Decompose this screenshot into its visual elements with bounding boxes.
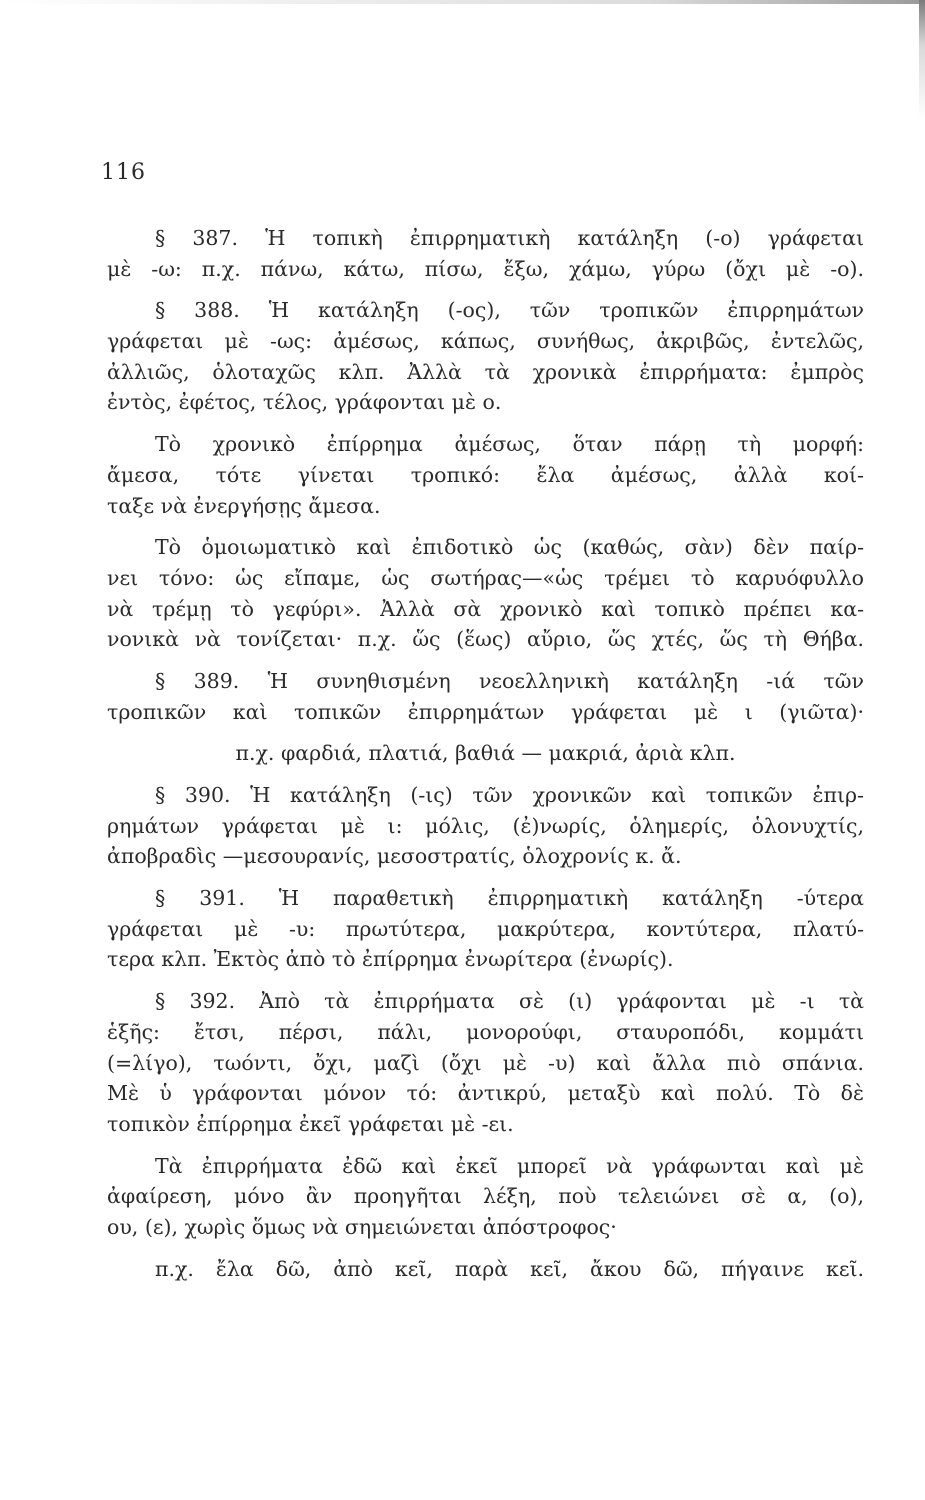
page-top-edge — [0, 0, 925, 4]
paragraph-os-line-1: Τὸ ὁμοιωματικὸ καὶ ἐπιδοτικὸ ὡς (καθώς, σὰν) δὲν παίρ- — [155, 535, 864, 560]
paragraph-388-line-3: ἀλλιῶς, ὁλοταχῶς κλπ. Ἀλλὰ τὰ χρονικὰ ἐπιρρήματα: ἐμπρὸς — [107, 359, 864, 384]
page-number: 116 — [101, 160, 146, 185]
paragraph-392-line-1: § 392. Ἀπὸ τὰ ἐπιρρήματα σὲ (ι) γράφονται μὲ -ι τὰ — [155, 989, 864, 1014]
paragraph-amesos-line-3: ταξε νὰ ἐνεργήσῃς ἄμεσα. — [107, 493, 381, 518]
paragraph-os-line-3: νὰ τρέμῃ τὸ γεφύρι». Ἀλλὰ σὰ χρονικὸ καὶ τοπικὸ πρέπει κα- — [107, 596, 864, 621]
paragraph-392-line-3: (=λίγο), τωόντι, ὄχι, μαζὶ (ὄχι μὲ -υ) καὶ ἄλλα πιὸ σπάνια. — [107, 1050, 864, 1075]
paragraph-388-line-2: γράφεται μὲ -ως: ἀμέσως, κάπως, συνήθως, ἀκριβῶς, ἐντελῶς, — [107, 329, 864, 354]
paragraph-388-line-4: ἐντὸς, ἐφέτος, τέλος, γράφονται μὲ ο. — [107, 390, 502, 415]
paragraph-edo-ekei-line-3: ου, (ε), χωρὶς ὅμως νὰ σημειώνεται ἀπόστροφος· — [107, 1214, 617, 1239]
paragraph-388-line-1: § 388. Ἡ κατάληξη (-ος), τῶν τροπικῶν ἐπιρρημάτων — [155, 298, 864, 323]
paragraph-392-line-5: τοπικὸν ἐπίρρημα ἐκεῖ γράφεται μὲ -ει. — [107, 1111, 514, 1136]
paragraph-391-line-3: τερα κλπ. Ἐκτὸς ἀπὸ τὸ ἐπίρρημα ἐνωρίτερα (ἐνωρίς). — [107, 947, 674, 972]
paragraph-389-example: π.χ. φαρδιά, πλατιά, βαθιά — μακριά, ἀριὰ κλπ. — [235, 741, 736, 766]
paragraph-390-line-2: ρημάτων γράφεται μὲ ι: μόλις, (ἐ)νωρίς, ὁλημερίς, ὁλονυχτίς, — [107, 813, 864, 838]
paragraph-389-line-1: § 389. Ἡ συνηθισμένη νεοελληνικὴ κατάληξη -ιά τῶν — [155, 668, 864, 693]
paragraph-edo-ekei-line-2: ἀφαίρεση, μόνο ἂν προηγῆται λέξη, ποὺ τελειώνει σὲ α, (ο), — [107, 1184, 864, 1209]
paragraph-389-line-2: τροπικῶν καὶ τοπικῶν ἐπιρρημάτων γράφεται μὲ ι (γιῶτα)· — [107, 699, 864, 724]
paragraph-392-line-4: Μὲ ὑ γράφονται μόνον τό: ἀντικρύ, μεταξὺ καὶ πολύ. Τὸ δὲ — [107, 1081, 864, 1106]
paragraph-390-line-1: § 390. Ἡ κατάληξη (-ις) τῶν χρονικῶν καὶ τοπικῶν ἐπιρ- — [155, 783, 864, 807]
page-side-edge — [919, 0, 925, 1500]
paragraph-387-line-1: § 387. Ἡ τοπικὴ ἐπιρρηματικὴ κατάληξη (-ο) γράφεται — [155, 226, 864, 250]
paragraph-387-line-2: μὲ -ω: π.χ. πάνω, κάτω, πίσω, ἔξω, χάμω, γύρω (ὄχι μὲ -ο). — [107, 256, 864, 281]
paragraph-391-line-2: γράφεται μὲ -υ: πρωτύτερα, μακρύτερα, κοντύτερα, πλατύ- — [107, 916, 864, 941]
paragraph-amesos-line-2: ἄμεσα, τότε γίνεται τροπικό: ἔλα ἀμέσως, ἀλλὰ κοί- — [107, 462, 864, 487]
paragraph-edo-ekei-line-1: Τὰ ἐπιρρήματα ἐδῶ καὶ ἐκεῖ μπορεῖ νὰ γράφωνται καὶ μὲ — [155, 1153, 864, 1178]
paragraph-amesos-line-1: Τὸ χρονικὸ ἐπίρρημα ἀμέσως, ὅταν πάρῃ τὴ μορφή: — [155, 432, 864, 457]
paragraph-392-line-2: ἑξῆς: ἔτσι, πέρσι, πάλι, μονορούφι, σταυροπόδι, κομμάτι — [107, 1019, 864, 1044]
paragraph-edo-ekei-example: π.χ. ἔλα δῶ, ἀπὸ κεῖ, παρὰ κεῖ, ἄκου δῶ, πήγαινε κεῖ. — [155, 1256, 864, 1281]
paragraph-390-line-3: ἀποβραδὶς —μεσουρανίς, μεσοστρατίς, ὁλοχρονίς κ. ἄ. — [107, 844, 682, 869]
paragraph-os-line-2: νει τόνο: ὡς εἴπαμε, ὡς σωτήρας—«ὡς τρέμει τὸ καρυόφυλλο — [107, 565, 864, 590]
paragraph-391-line-1: § 391. Ἡ παραθετικὴ ἐπιρρηματικὴ κατάληξη -ύτερα — [155, 886, 864, 911]
text-block — [107, 223, 864, 1284]
paragraph-os-line-4: νονικὰ νὰ τονίζεται· π.χ. ὥς (ἕως) αὔριο, ὥς χτές, ὥς τὴ Θήβα. — [107, 627, 864, 652]
